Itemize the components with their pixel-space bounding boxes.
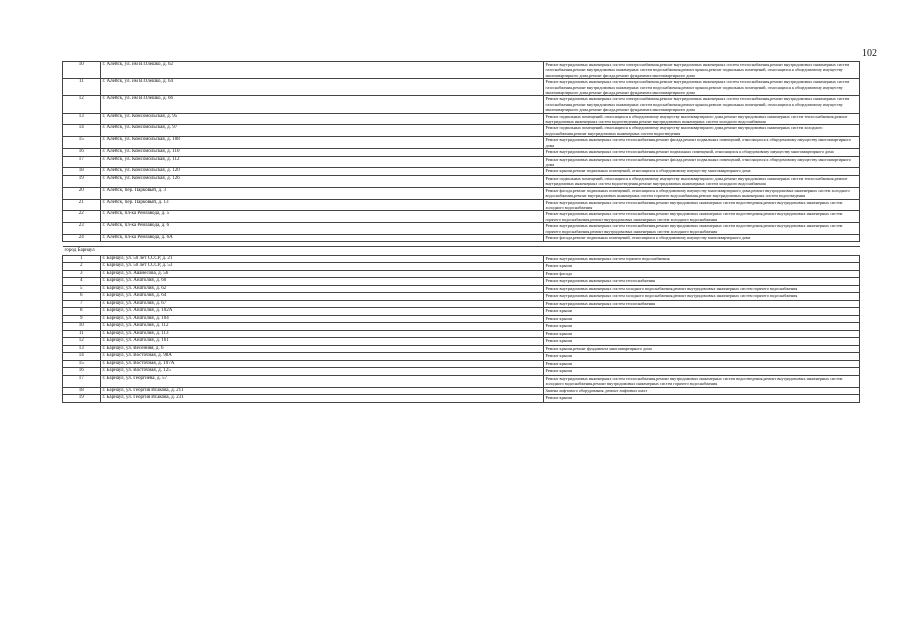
row-number: 13: [63, 345, 101, 353]
row-address: г. Барнаул, ул. Анатолия, д. 112: [100, 323, 543, 331]
row-number: 13: [63, 113, 101, 125]
row-address: г. Барнаул, ул. Анатолия, д. 60: [100, 278, 543, 286]
section-row: [63, 247, 860, 256]
row-work-types: Ремонт внутридомовых инженерных систем горячего водоснабжения: [543, 255, 859, 263]
row-work-types: Ремонт внутридомовых инженерных систем электроснабжения,ремонт внутридомовых инженерных систем теплоснабжения,ремонт внутридомовых инженерных систем газоснабжения,ремонт внутридомовых инженерных систем водоснабжения,ремонт крыши,ремонт подвальных помещений, относящихся к общедомовому имуществу многоквартирного дома,ремонт фасада,ремонт фундамента многоквартирного дома: [543, 62, 859, 79]
table-row: [63, 168, 860, 176]
row-address: г. Алейск, ул. Комсомольская, д. 120: [100, 168, 543, 176]
table-row: [63, 353, 860, 361]
row-number: 16: [63, 368, 101, 376]
row-address: г. Барнаул, ул. Восточная, д. 125: [100, 368, 543, 376]
table-row: [63, 113, 860, 125]
table-row: [63, 338, 860, 346]
row-address: г. Барнаул, ул. 50 лет СССР, д. 53: [100, 263, 543, 271]
row-address: г. Барнаул, ул. Восточная, д. 107А: [100, 360, 543, 368]
row-work-types: Ремонт крыши: [543, 323, 859, 331]
row-work-types: Ремонт фасада,ремонт подвальных помещений, относящихся к общедомовому имуществу многоквартирного дома,ремонт внутридомовых инженерных систем холодного водоснабжения,ремонт внутридомовых инженерных систем горячего водоснабжения,ремонт внутридомовых инженерных систем водоотведения: [543, 187, 859, 199]
row-work-types: Ремонт внутридомовых инженерных систем теплоснабжения: [543, 300, 859, 308]
row-number: 11: [63, 330, 101, 338]
table-row: [63, 375, 860, 387]
row-work-types: Ремонт крыши: [543, 368, 859, 376]
row-work-types: Ремонт крыши: [543, 308, 859, 316]
row-work-types: Ремонт внутридомовых инженерных систем теплоснабжения,ремонт внутридомовых инженерных систем водоотведения,ремонт внутридомовых инженерных систем горячего водоснабжения,ремонт внутридомовых инженерных систем холодного водоснабжения: [543, 223, 859, 235]
table-body-barnaul: [63, 255, 860, 402]
table-row: [63, 137, 860, 149]
table-row: [63, 285, 860, 293]
row-address: г. Барнаул, ул. Анатолия, д. 62: [100, 285, 543, 293]
table-row: [63, 79, 860, 96]
row-work-types: Ремонт крыши: [543, 360, 859, 368]
row-address: г. Алейск, пл-кa Ремзавода, д. 6: [100, 223, 543, 235]
row-number: 3: [63, 270, 101, 278]
page-number: 102: [862, 48, 877, 59]
row-number: 15: [63, 360, 101, 368]
row-work-types: Ремонт крыши,ремонт подвальных помещений, относящихся к общедомовому имуществу многоквартирного дома: [543, 168, 859, 176]
row-address: г. Алейск, ул. им В.Олешко, д. 66: [100, 96, 543, 113]
row-number: 2: [63, 263, 101, 271]
row-number: 12: [63, 338, 101, 346]
row-work-types: Ремонт внутридомовых инженерных систем теплоснабжения,ремонт внутридомовых инженерных систем водоотведения,ремонт внутридомовых инженерных систем горячего водоснабжения,ремонт внутридомовых инженерных систем холодного водоснабжения: [543, 211, 859, 223]
row-number: 19: [63, 395, 101, 403]
table-row: [63, 345, 860, 353]
table-row: [63, 293, 860, 301]
row-address: г. Алейск, ул. Комсомольская, д. 110: [100, 149, 543, 157]
row-number: 10: [63, 323, 101, 331]
row-number: 8: [63, 308, 101, 316]
row-work-types: Ремонт подвальных помещений, относящихся к общедомовому имуществу многоквартирного дома,ремонт внутридомовых инженерных систем холодного водоснабжения,ремонт внутридомовых инженерных систем водоотведения: [543, 125, 859, 137]
row-work-types: Ремонт фасада,ремонт подвальных помещений, относящихся к общедомовому имуществу многоквартирного дома: [543, 234, 859, 242]
row-number: 10: [63, 62, 101, 79]
row-work-types: Ремонт крыши,ремонт фундамента многоквартирного дома: [543, 345, 859, 353]
table-row: [63, 395, 860, 403]
row-address: г. Алейск, ул. Комсомольская, д. 126: [100, 175, 543, 187]
row-number: 16: [63, 149, 101, 157]
row-number: 9: [63, 315, 101, 323]
row-number: 24: [63, 234, 101, 242]
row-work-types: Ремонт крыши: [543, 330, 859, 338]
table-row: [63, 368, 860, 376]
row-address: г. Алейск, ул. Комсомольская, д. 112: [100, 156, 543, 168]
table-row: [63, 330, 860, 338]
row-number: 17: [63, 156, 101, 168]
row-work-types: Ремонт внутридомовых инженерных систем холодного водоснабжения,ремонт внутридомовых инженерных систем горячего водоснабжения: [543, 293, 859, 301]
table-row: [63, 125, 860, 137]
row-work-types: Ремонт крыши: [543, 263, 859, 271]
row-work-types: Ремонт подвальных помещений, относящихся к общедомовому имуществу многоквартирного дома,ремонт внутридомовых инженерных систем теплоснабжения,ремонт внутридомовых инженерных систем водоотведения,ремонт внутридомовых инженерных систем холодного водоснабжения: [543, 113, 859, 125]
row-number: 14: [63, 125, 101, 137]
row-number: 6: [63, 293, 101, 301]
table-row: [63, 187, 860, 199]
row-work-types: Ремонт внутридомовых инженерных систем холодного водоснабжения,ремонт внутридомовых инженерных систем горячего водоснабжения: [543, 285, 859, 293]
row-address: г. Алейск, пл-кa Ремзавода, д. 6А: [100, 234, 543, 242]
row-number: 19: [63, 175, 101, 187]
row-address: г. Барнаул, ул. Анатолия, д. 67: [100, 300, 543, 308]
table-row: [63, 315, 860, 323]
table-row: [63, 263, 860, 271]
row-address: г. Алейск, пер. Парковый, д. 3: [100, 187, 543, 199]
row-address: г. Барнаул, ул. Анатолия, д. 161: [100, 338, 543, 346]
table-row: [63, 300, 860, 308]
table-row: [63, 323, 860, 331]
row-address: г. Барнаул, ул. Анатолия, д. 104: [100, 315, 543, 323]
row-address: г. Барнаул, ул. Анатолия, д. 113: [100, 330, 543, 338]
row-address: г. Алейск, ул. им В.Олешко, д. 62: [100, 62, 543, 79]
row-number: 7: [63, 300, 101, 308]
row-work-types: Ремонт подвальных помещений, относящихся к общедомовому имуществу многоквартирного дома,ремонт внутридомовых инженерных систем теплоснабжения,ремонт внутридомовых инженерных систем водоотведения,ремонт внутридомовых инженерных систем холодного водоснабжения: [543, 175, 859, 187]
table-row: [63, 211, 860, 223]
table-row: [63, 360, 860, 368]
row-number: 22: [63, 211, 101, 223]
section-gap: [63, 242, 860, 256]
row-address: г. Алейск, ул. Комсомольская, д. 95: [100, 113, 543, 125]
row-work-types: Ремонт крыши: [543, 353, 859, 361]
row-address: г. Барнаул, ул. Анатолия, д. 64: [100, 293, 543, 301]
row-address: г. Барнаул, ул. Аванесова, д. 56: [100, 270, 543, 278]
table-row: [63, 387, 860, 395]
row-number: 17: [63, 375, 101, 387]
table-row: [63, 175, 860, 187]
row-work-types: Ремонт фасада: [543, 270, 859, 278]
row-number: 1: [63, 255, 101, 263]
row-work-types: Ремонт внутридомовых инженерных систем теплоснабжения,ремонт фасада,ремонт подвальных помещений, относящихся к общедомовому имуществу многоквартирного дома: [543, 156, 859, 168]
row-address: г. Барнаул, ул. Георгиева, д. 57: [100, 375, 543, 387]
row-address: г. Барнаул, ул. Георгия Исакова, д. 231: [100, 395, 543, 403]
table-row: [63, 278, 860, 286]
row-address: г. Алейск, пл-кa Ремзавода, д. 5: [100, 211, 543, 223]
table-row: [63, 96, 860, 113]
row-work-types: Замена лифтового оборудования, ремонт лифтовых шахт: [543, 387, 859, 395]
row-address: г. Барнаул, ул. 50 лет СССР, д. 21: [100, 255, 543, 263]
row-number: 5: [63, 285, 101, 293]
row-address: г. Алейск, ул. им В.Олешко, д. 64: [100, 79, 543, 96]
table-row: [63, 308, 860, 316]
row-number: 14: [63, 353, 101, 361]
row-number: 18: [63, 387, 101, 395]
row-address: г. Алейск, ул. Комсомольская, д. 108: [100, 137, 543, 149]
table-row: [63, 62, 860, 79]
row-work-types: Ремонт крыши: [543, 315, 859, 323]
row-work-types: Ремонт внутридомовых инженерных систем электроснабжения,ремонт внутридомовых инженерных систем теплоснабжения,ремонт внутридомовых инженерных систем газоснабжения,ремонт внутридомовых инженерных систем водоснабжения,ремонт крыши,ремонт подвальных помещений, относящихся к общедомовому имуществу многоквартирного дома,ремонт фасада,ремонт фундамента многоквартирного дома: [543, 79, 859, 96]
row-address: г. Алейск, пер. Парковый, д. 13: [100, 199, 543, 211]
table-body-aleysk: [63, 62, 860, 242]
row-number: 15: [63, 137, 101, 149]
row-work-types: Ремонт крыши: [543, 338, 859, 346]
row-address: г. Барнаул, ул. Анатолия, д. 102А: [100, 308, 543, 316]
row-number: 11: [63, 79, 101, 96]
row-work-types: Ремонт внутридомовых инженерных систем теплоснабжения,ремонт внутридомовых инженерных систем водоотведения,ремонт внутридомовых инженерных систем холодного водоснабжения: [543, 199, 859, 211]
table-row: [63, 270, 860, 278]
row-address: г. Барнаул, ул. Весенняя, д. 6: [100, 345, 543, 353]
row-number: 21: [63, 199, 101, 211]
row-number: 23: [63, 223, 101, 235]
table-row: [63, 149, 860, 157]
table-row: [63, 234, 860, 242]
row-address: г. Барнаул, ул. Георгия Исакова, д. 211: [100, 387, 543, 395]
row-work-types: Ремонт внутридомовых инженерных систем теплоснабжения: [543, 278, 859, 286]
row-number: 20: [63, 187, 101, 199]
row-work-types: Ремонт внутридомовых инженерных систем теплоснабжения,ремонт фасада,ремонт подвальных помещений, относящихся к общедомовому имуществу многоквартирного дома: [543, 137, 859, 149]
row-address: г. Алейск, ул. Комсомольская, д. 97: [100, 125, 543, 137]
row-work-types: Ремонт крыши: [543, 395, 859, 403]
row-number: 12: [63, 96, 101, 113]
row-number: 4: [63, 278, 101, 286]
section-title: город Барнаул: [63, 247, 860, 256]
table-row: [63, 223, 860, 235]
row-work-types: Ремонт внутридомовых инженерных систем электроснабжения,ремонт внутридомовых инженерных систем теплоснабжения,ремонт внутридомовых инженерных систем газоснабжения,ремонт внутридомовых инженерных систем водоснабжения,ремонт крыши,ремонт подвальных помещений, относящихся к общедомовому имуществу многоквартирного дома,ремонт фасада,ремонт фундамента многоквартирного дома: [543, 96, 859, 113]
repair-program-table: [62, 61, 860, 403]
table-row: [63, 199, 860, 211]
table-row: [63, 255, 860, 263]
row-number: 18: [63, 168, 101, 176]
row-address: г. Барнаул, ул. Восточная, д. 98А: [100, 353, 543, 361]
row-work-types: Ремонт внутридомовых инженерных систем теплоснабжения,ремонт внутридомовых инженерных систем водоотведения,ремонт внутридомовых инженерных систем холодного водоснабжения,ремонт внутридомовых инженерных систем горячего водоснабжения: [543, 375, 859, 387]
row-work-types: Ремонт внутридомовых инженерных систем теплоснабжения,ремонт подвальных помещений, относящихся к общедомовому имуществу многоквартирного дома: [543, 149, 859, 157]
table-row: [63, 156, 860, 168]
